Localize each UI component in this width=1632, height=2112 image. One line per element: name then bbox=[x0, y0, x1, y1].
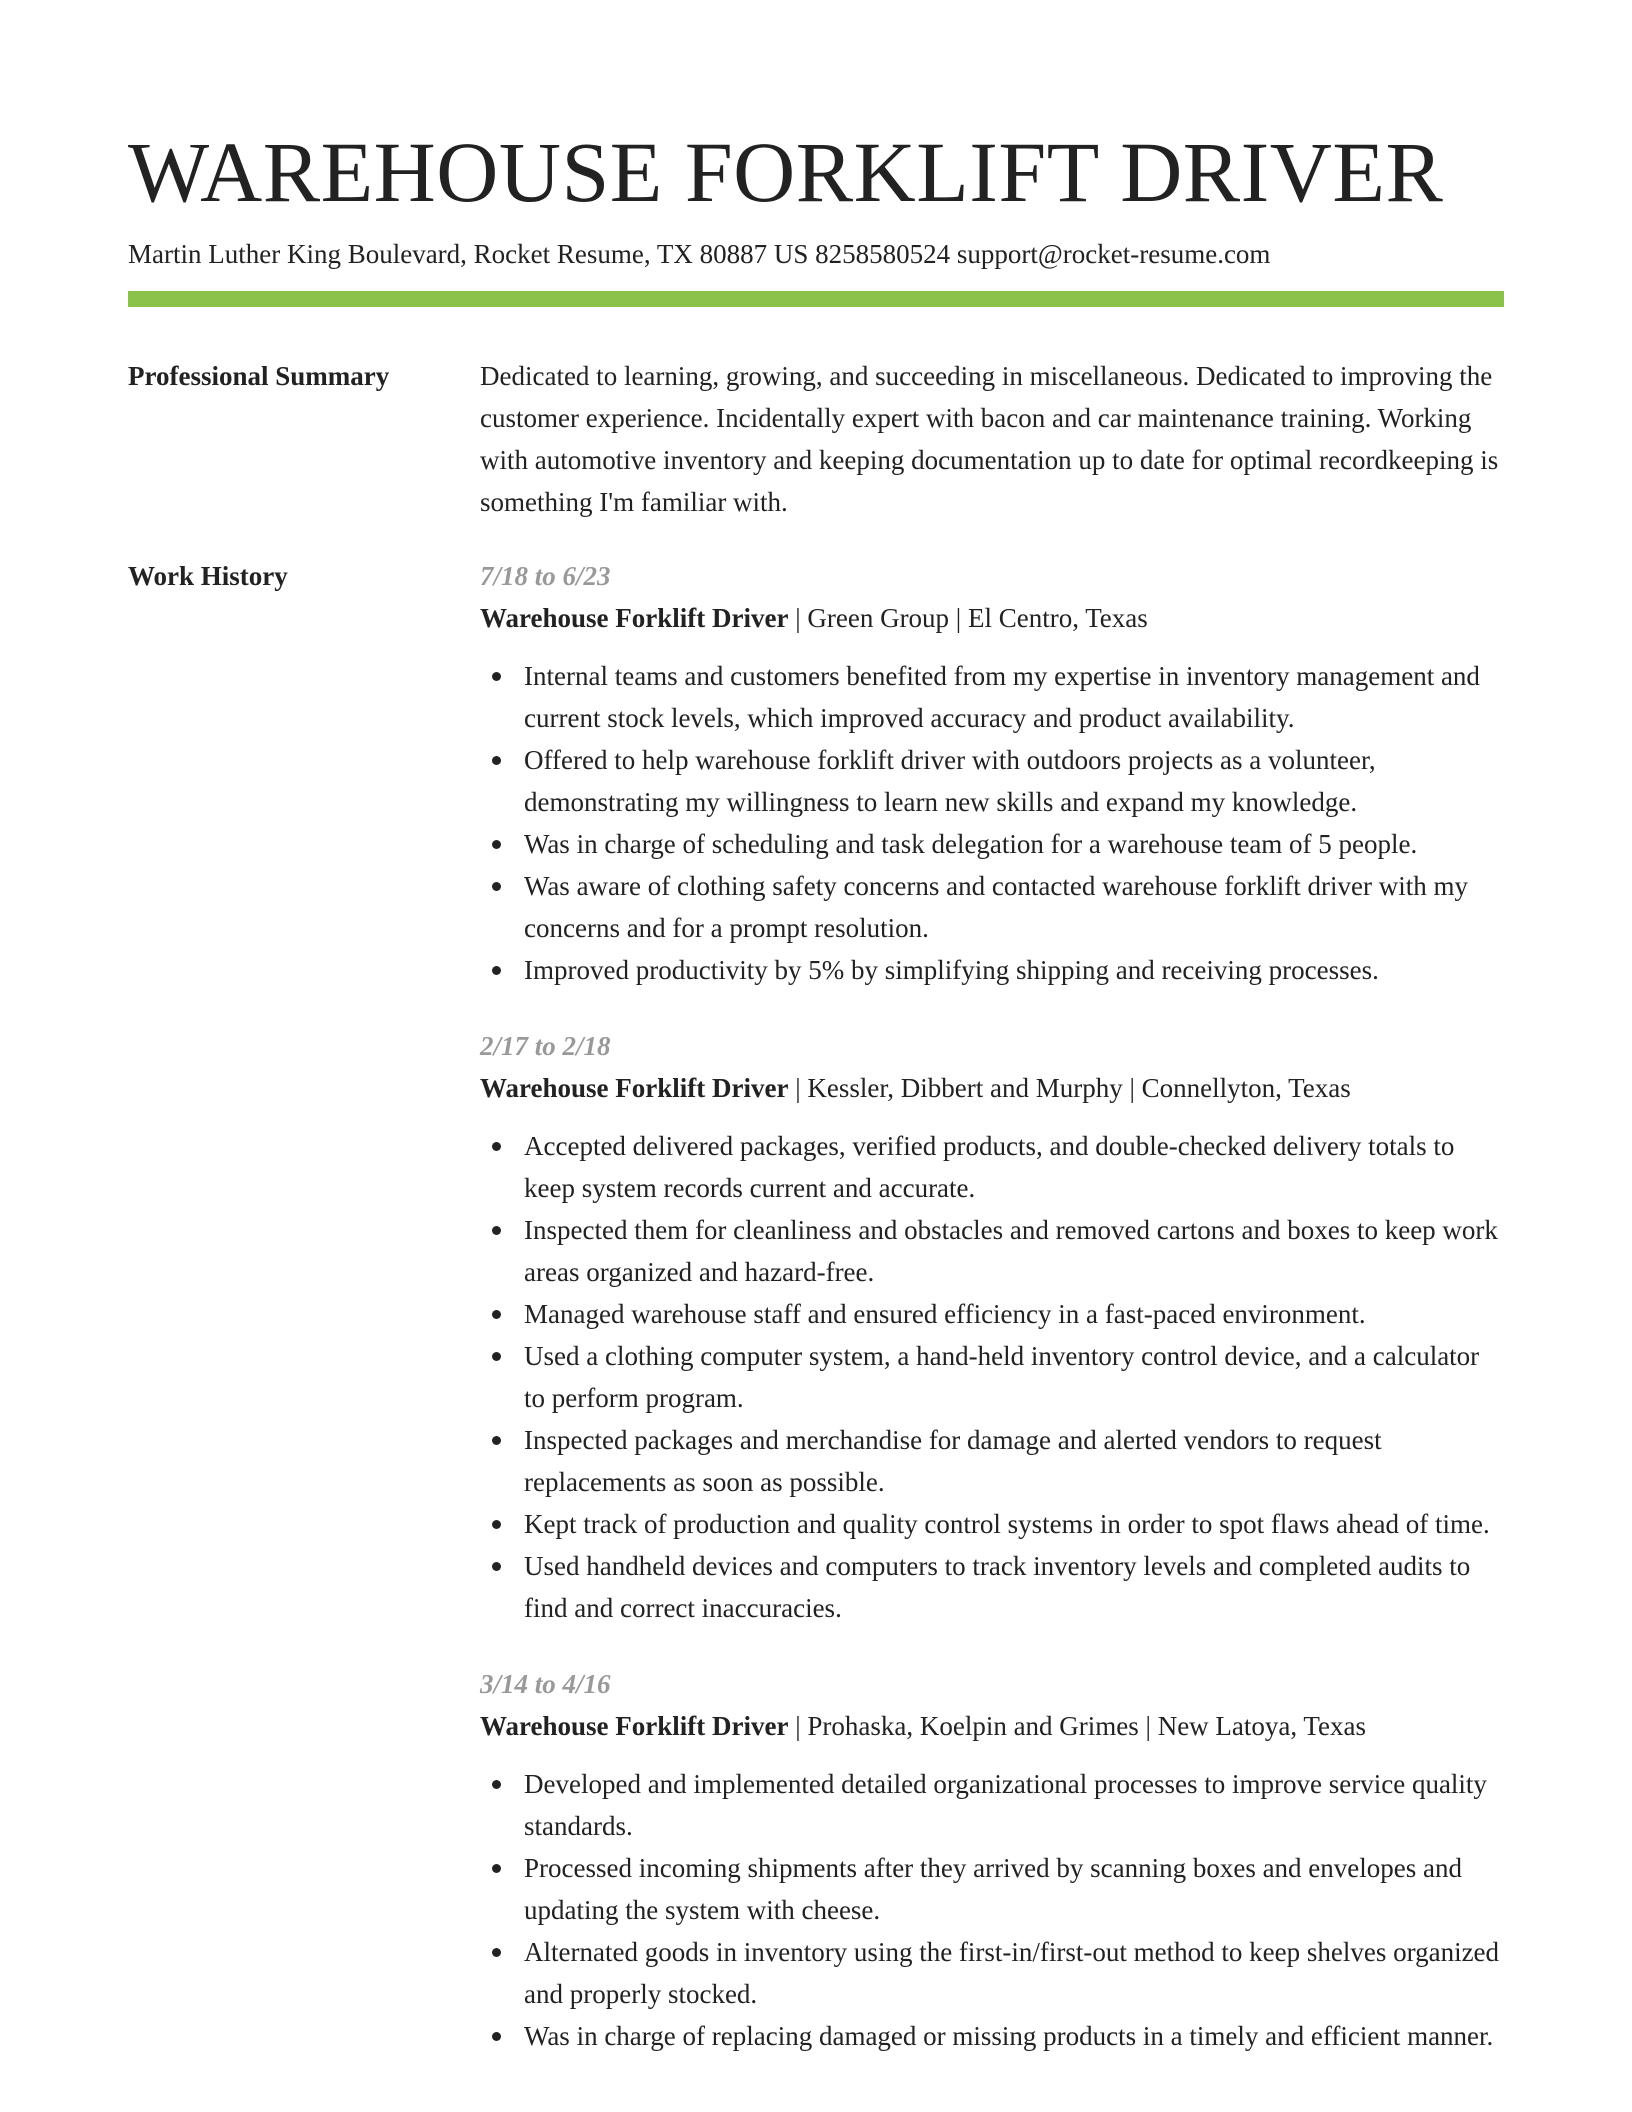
bullet-text: Kept track of production and quality control systems in order to spot flaws ahead of time. bbox=[524, 1509, 1490, 1539]
job-bullet-item bbox=[524, 1545, 1504, 1629]
job-bullet-item bbox=[524, 1931, 1504, 2015]
bullet-dot-icon bbox=[492, 2032, 501, 2041]
job-bullet-item bbox=[524, 1125, 1504, 1209]
job-dates: 7/18 to 6/23 bbox=[480, 561, 611, 591]
bullet-dot-icon bbox=[492, 1562, 501, 1571]
job-title-line bbox=[480, 1705, 1504, 1747]
job-bullets bbox=[480, 655, 1504, 991]
bullet-dot-icon bbox=[492, 756, 501, 765]
professional-summary-section bbox=[128, 355, 1504, 523]
bullet-text: Alternated goods in inventory using the first-in/first-out method to keep shelves organized and properly stocked. bbox=[524, 1937, 1500, 2009]
bullet-text: Used handheld devices and computers to track inventory levels and completed audits to find and correct inaccuracies. bbox=[524, 1551, 1471, 1623]
bullet-text: Used a clothing computer system, a hand-held inventory control device, and a calculator to perform program. bbox=[524, 1341, 1480, 1413]
summary-text: Dedicated to learning, growing, and succeeding in miscellaneous. Dedicated to improving the customer experience. Incidentally expert with bacon and car maintenance training. Working with automotive inventory and keeping documentation up to date for optimal recordkeeping is something I'm familiar with. bbox=[480, 361, 1499, 517]
bullet-text: Inspected packages and merchandise for damage and alerted vendors to request replacements as soon as possible. bbox=[524, 1425, 1382, 1497]
job-dates: 3/14 to 4/16 bbox=[480, 1669, 611, 1699]
job-bullet-item bbox=[524, 655, 1504, 739]
bullet-text: Internal teams and customers benefited from my expertise in inventory management and current stock levels, which improved accuracy and product availability. bbox=[524, 661, 1480, 733]
bullet-text: Inspected them for cleanliness and obstacles and removed cartons and boxes to keep work areas organized and hazard-free. bbox=[524, 1215, 1498, 1287]
bullet-dot-icon bbox=[492, 1520, 501, 1529]
bullet-dot-icon bbox=[492, 1310, 501, 1319]
section-label-summary: Professional Summary bbox=[128, 361, 390, 391]
job-employer-location: | Prohaska, Koelpin and Grimes | New Latoya, Texas bbox=[788, 1711, 1366, 1741]
bullet-dot-icon bbox=[492, 1226, 501, 1235]
bullet-dot-icon bbox=[492, 672, 501, 681]
job-bullet-item bbox=[524, 1763, 1504, 1847]
job-bullet-item bbox=[524, 865, 1504, 949]
bullet-text: Accepted delivered packages, verified products, and double-checked delivery totals to keep system records current and accurate. bbox=[524, 1131, 1455, 1203]
work-history-list bbox=[480, 555, 1504, 2091]
job-entry bbox=[480, 555, 1504, 991]
bullet-text: Processed incoming shipments after they arrived by scanning boxes and envelopes and updating the system with cheese. bbox=[524, 1853, 1462, 1925]
bullet-dot-icon bbox=[492, 1352, 501, 1361]
job-title-line bbox=[480, 597, 1504, 639]
contact-email: support@rocket-resume.com bbox=[956, 239, 1271, 269]
bullet-text: Offered to help warehouse forklift driver with outdoors projects as a volunteer, demonstrating my willingness to learn new skills and expand my knowledge. bbox=[524, 745, 1376, 817]
job-title: Warehouse Forklift Driver bbox=[480, 1073, 789, 1103]
bullet-dot-icon bbox=[492, 966, 501, 975]
job-entry bbox=[480, 1025, 1504, 1629]
job-bullet-item bbox=[524, 739, 1504, 823]
contact-address: Martin Luther King Boulevard, Rocket Resume, TX 80887 US bbox=[128, 239, 816, 269]
contact-line bbox=[128, 236, 1504, 272]
job-entry bbox=[480, 1663, 1504, 2057]
bullet-dot-icon bbox=[492, 1780, 501, 1789]
bullet-text: Was in charge of scheduling and task delegation for a warehouse team of 5 people. bbox=[524, 829, 1418, 859]
job-bullet-item bbox=[524, 1335, 1504, 1419]
job-title: Warehouse Forklift Driver bbox=[480, 1711, 789, 1741]
bullet-dot-icon bbox=[492, 1142, 501, 1151]
job-title-line bbox=[480, 1067, 1504, 1109]
bullet-dot-icon bbox=[492, 1864, 501, 1873]
job-bullet-item bbox=[524, 1503, 1504, 1545]
job-bullet-item bbox=[524, 1209, 1504, 1293]
job-bullets bbox=[480, 1125, 1504, 1629]
bullet-dot-icon bbox=[492, 840, 501, 849]
bullet-text: Was in charge of replacing damaged or missing products in a timely and efficient manner. bbox=[524, 2021, 1494, 2051]
job-bullet-item bbox=[524, 823, 1504, 865]
job-bullet-item bbox=[524, 1847, 1504, 1931]
work-history-section bbox=[128, 555, 1504, 2091]
job-employer-location: | Green Group | El Centro, Texas bbox=[788, 603, 1148, 633]
section-label-work-history: Work History bbox=[128, 561, 288, 591]
bullet-dot-icon bbox=[492, 1436, 501, 1445]
accent-divider bbox=[128, 291, 1504, 307]
job-employer-location: | Kessler, Dibbert and Murphy | Connellyton, Texas bbox=[788, 1073, 1351, 1103]
resume-page bbox=[128, 120, 1504, 2091]
job-title: Warehouse Forklift Driver bbox=[480, 603, 789, 633]
resume-name-heading: WAREHOUSE FORKLIFT DRIVER bbox=[128, 124, 1444, 220]
bullet-dot-icon bbox=[492, 882, 501, 891]
bullet-text: Was aware of clothing safety concerns and contacted warehouse forklift driver with my concerns and for a prompt resolution. bbox=[524, 871, 1468, 943]
job-bullet-item bbox=[524, 1419, 1504, 1503]
job-dates: 2/17 to 2/18 bbox=[480, 1031, 611, 1061]
job-bullet-item bbox=[524, 1293, 1504, 1335]
job-bullet-item bbox=[524, 949, 1504, 991]
job-bullets bbox=[480, 1763, 1504, 2057]
bullet-text: Managed warehouse staff and ensured efficiency in a fast-paced environment. bbox=[524, 1299, 1366, 1329]
job-bullet-item bbox=[524, 2015, 1504, 2057]
contact-phone: 8258580524 bbox=[815, 239, 957, 269]
bullet-dot-icon bbox=[492, 1948, 501, 1957]
bullet-text: Improved productivity by 5% by simplifying shipping and receiving processes. bbox=[524, 955, 1379, 985]
bullet-text: Developed and implemented detailed organizational processes to improve service quality standards. bbox=[524, 1769, 1487, 1841]
